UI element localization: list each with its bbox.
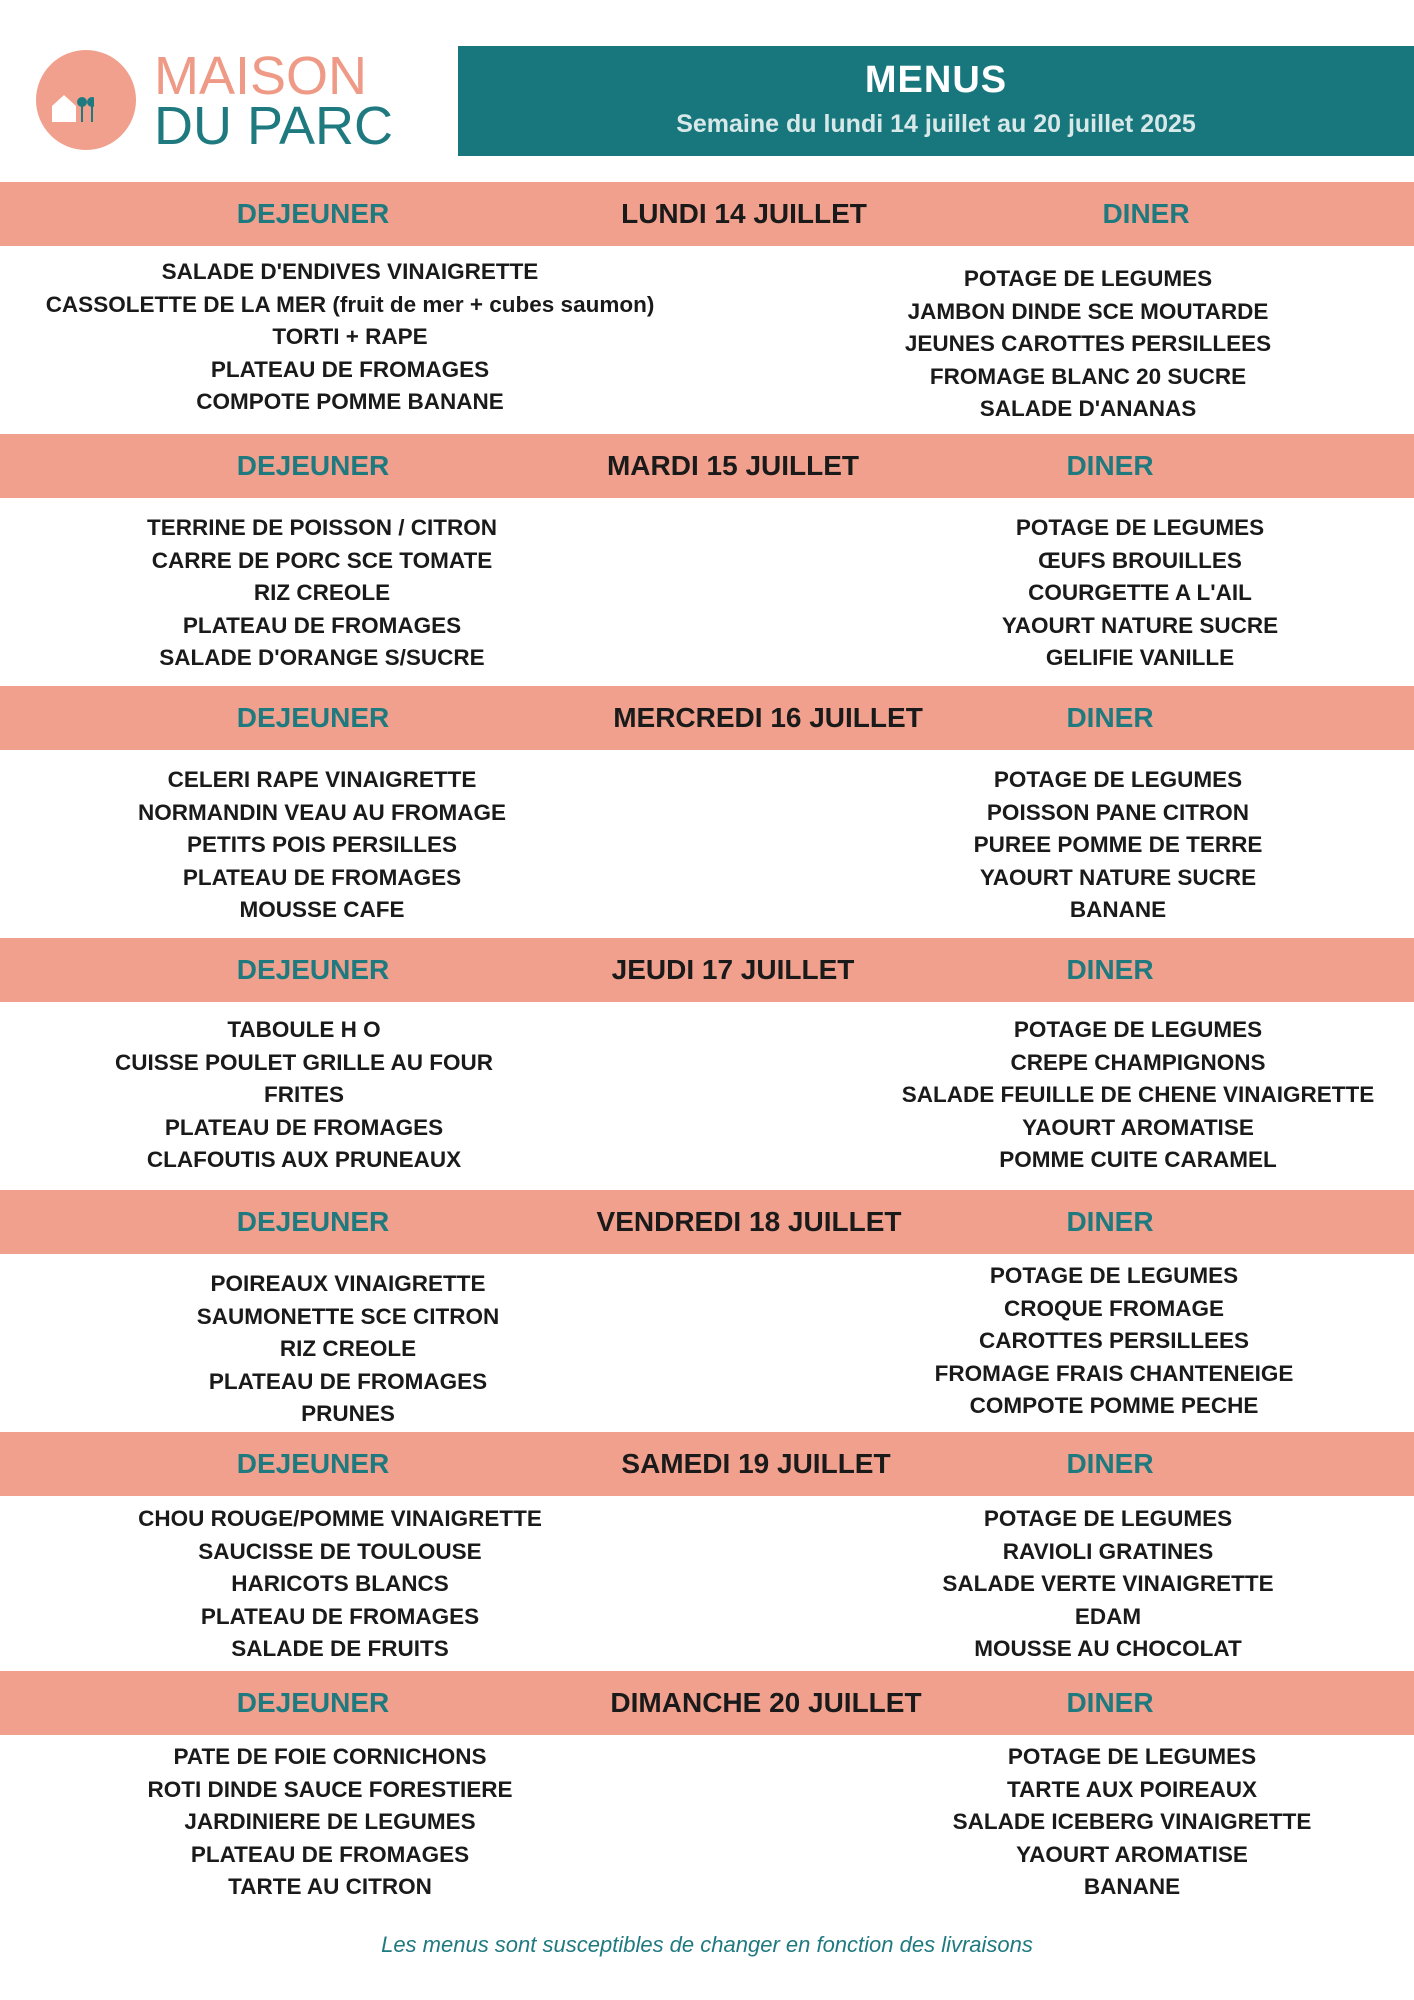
dinner-dish: CREPE CHAMPIGNONS bbox=[1010, 1049, 1266, 1075]
lunch-dish: COMPOTE POMME BANANE bbox=[196, 389, 504, 414]
day-name: JEUDI 17 JUILLET bbox=[611, 954, 855, 985]
lunch-dish: TERRINE DE POISSON / CITRON bbox=[146, 515, 498, 540]
lunch-dish: NORMANDIN VEAU AU FROMAGE bbox=[138, 799, 506, 825]
lunch-label: DEJEUNER bbox=[236, 450, 390, 481]
dinner-label: DINER bbox=[1066, 1687, 1154, 1718]
dinner-label: DINER bbox=[1066, 954, 1154, 985]
lunch-dish: SAUMONETTE SCE CITRON bbox=[196, 1303, 500, 1329]
lunch-dish: CELERI RAPE VINAIGRETTE bbox=[167, 767, 477, 792]
dinner-dish: PUREE POMME DE TERRE bbox=[973, 832, 1263, 857]
lunch-dish: MOUSSE CAFE bbox=[239, 897, 405, 922]
day-header-bar bbox=[0, 938, 1414, 1002]
lunch-menu bbox=[138, 764, 506, 927]
dinner-dish: GELIFIE VANILLE bbox=[1045, 645, 1235, 670]
day-header-bar bbox=[0, 434, 1414, 498]
day-header-bar bbox=[0, 182, 1414, 246]
dinner-dish: SALADE FEUILLE DE CHENE VINAIGRETTE bbox=[901, 1082, 1375, 1107]
dinner-dish: EDAM bbox=[1074, 1603, 1142, 1629]
dinner-dish: ŒUFS BROUILLES bbox=[1038, 547, 1242, 573]
lunch-dish: SALADE DE FRUITS bbox=[231, 1636, 449, 1661]
dinner-dish: RAVIOLI GRATINES bbox=[1002, 1538, 1214, 1564]
lunch-dish: FRITES bbox=[263, 1082, 344, 1107]
lunch-dish: PRUNES bbox=[301, 1401, 395, 1426]
day-name: LUNDI 14 JUILLET bbox=[621, 198, 867, 229]
dinner-dish: YAOURT NATURE SUCRE bbox=[1001, 612, 1279, 638]
lunch-dish: SAUCISSE DE TOULOUSE bbox=[198, 1538, 482, 1564]
dinner-dish: TARTE AUX POIREAUX bbox=[1006, 1776, 1258, 1802]
dinner-dish: YAOURT AROMATISE bbox=[1016, 1841, 1248, 1867]
day-header-bar bbox=[0, 1671, 1414, 1735]
dinner-dish: YAOURT NATURE SUCRE bbox=[979, 864, 1257, 890]
lunch-dish: POIREAUX VINAIGRETTE bbox=[210, 1271, 486, 1296]
dinner-dish: POTAGE DE LEGUMES bbox=[989, 1263, 1239, 1288]
lunch-dish: TABOULE H O bbox=[227, 1017, 381, 1042]
lunch-menu bbox=[147, 1741, 512, 1904]
house-trees-icon bbox=[50, 86, 94, 126]
dinner-menu bbox=[905, 263, 1271, 426]
lunch-dish: RIZ CREOLE bbox=[253, 580, 391, 605]
dinner-label: DINER bbox=[1066, 450, 1154, 481]
dinner-dish: FROMAGE FRAIS CHANTENEIGE bbox=[934, 1360, 1294, 1386]
lunch-dish: PATE DE FOIE CORNICHONS bbox=[173, 1744, 487, 1769]
dinner-dish: CAROTTES PERSILLEES bbox=[978, 1328, 1250, 1353]
lunch-dish: PLATEAU DE FROMAGES bbox=[182, 864, 462, 890]
dinner-dish: POTAGE DE LEGUMES bbox=[993, 767, 1243, 792]
footer-note: Les menus sont susceptibles de changer en fonction des livraisons bbox=[381, 1932, 1033, 1957]
day-name: MARDI 15 JUILLET bbox=[606, 450, 860, 481]
day-name: SAMEDI 19 JUILLET bbox=[621, 1448, 891, 1479]
dinner-menu bbox=[942, 1503, 1273, 1666]
lunch-label: DEJEUNER bbox=[236, 702, 390, 733]
dinner-dish: MOUSSE AU CHOCOLAT bbox=[974, 1636, 1242, 1661]
day-header-bar bbox=[0, 686, 1414, 750]
lunch-dish: CLAFOUTIS AUX PRUNEAUX bbox=[146, 1147, 462, 1172]
lunch-dish: JARDINIERE DE LEGUMES bbox=[184, 1809, 476, 1834]
dinner-dish: BANANE bbox=[1083, 1874, 1181, 1899]
day-name: VENDREDI 18 JUILLET bbox=[596, 1206, 902, 1237]
dinner-label: DINER bbox=[1066, 1206, 1154, 1237]
lunch-dish: PLATEAU DE FROMAGES bbox=[190, 1841, 470, 1867]
lunch-dish: PLATEAU DE FROMAGES bbox=[164, 1114, 444, 1140]
lunch-dish: CUISSE POULET GRILLE AU FOUR bbox=[115, 1049, 493, 1075]
lunch-dish: TORTI + RAPE bbox=[272, 324, 428, 349]
day-header-bar bbox=[0, 1432, 1414, 1496]
lunch-dish: TARTE AU CITRON bbox=[228, 1874, 432, 1899]
dinner-dish: FROMAGE BLANC 20 SUCRE bbox=[929, 363, 1247, 389]
dinner-label: DINER bbox=[1102, 198, 1190, 229]
lunch-dish: PLATEAU DE FROMAGES bbox=[200, 1603, 480, 1629]
lunch-label: DEJEUNER bbox=[236, 954, 390, 985]
dinner-label: DINER bbox=[1066, 702, 1154, 733]
dinner-dish: POTAGE DE LEGUMES bbox=[1007, 1744, 1257, 1769]
lunch-dish: CARRE DE PORC SCE TOMATE bbox=[151, 547, 493, 573]
lunch-menu bbox=[138, 1503, 542, 1666]
dinner-dish: JAMBON DINDE SCE MOUTARDE bbox=[907, 298, 1269, 324]
dinner-dish: SALADE VERTE VINAIGRETTE bbox=[942, 1571, 1274, 1596]
logo-text-maison: MAISON bbox=[154, 46, 368, 106]
dinner-dish: COMPOTE POMME PECHE bbox=[969, 1393, 1259, 1418]
day-name: MERCREDI 16 JUILLET bbox=[613, 702, 923, 733]
dinner-label: DINER bbox=[1066, 1448, 1154, 1479]
logo-circle bbox=[36, 50, 136, 150]
dinner-dish: JEUNES CAROTTES PERSILLEES bbox=[904, 331, 1272, 356]
dinner-menu bbox=[1002, 512, 1278, 675]
lunch-dish: PLATEAU DE FROMAGES bbox=[182, 612, 462, 638]
title-banner bbox=[458, 46, 1414, 156]
dinner-dish: COURGETTE A L'AIL bbox=[1028, 580, 1252, 605]
lunch-dish: SALADE D'ENDIVES VINAIGRETTE bbox=[161, 259, 539, 284]
lunch-dish: ROTI DINDE SAUCE FORESTIERE bbox=[147, 1776, 513, 1802]
lunch-menu bbox=[197, 1268, 500, 1431]
lunch-menu bbox=[147, 512, 497, 675]
lunch-dish: HARICOTS BLANCS bbox=[231, 1571, 449, 1596]
lunch-menu bbox=[46, 256, 655, 419]
dinner-dish: POTAGE DE LEGUMES bbox=[963, 266, 1213, 291]
dinner-dish: POTAGE DE LEGUMES bbox=[983, 1506, 1233, 1531]
lunch-dish: PLATEAU DE FROMAGES bbox=[210, 356, 490, 382]
dinner-menu bbox=[902, 1014, 1375, 1177]
lunch-dish: CHOU ROUGE/POMME VINAIGRETTE bbox=[138, 1506, 542, 1531]
lunch-dish: SALADE D'ORANGE S/SUCRE bbox=[159, 645, 485, 670]
dinner-dish: POMME CUITE CARAMEL bbox=[999, 1147, 1277, 1172]
week-subtitle: Semaine du lundi 14 juillet au 20 juillet 2025 bbox=[676, 110, 1196, 138]
logo-text-du-parc: DU PARC bbox=[154, 96, 394, 156]
lunch-label: DEJEUNER bbox=[236, 1448, 390, 1479]
lunch-label: DEJEUNER bbox=[236, 1687, 390, 1718]
lunch-dish: CASSOLETTE DE LA MER (fruit de mer + cubes saumon) bbox=[45, 291, 655, 317]
dinner-dish: POTAGE DE LEGUMES bbox=[1013, 1017, 1263, 1042]
day-name: DIMANCHE 20 JUILLET bbox=[610, 1687, 922, 1718]
lunch-dish: PETITS POIS PERSILLES bbox=[186, 832, 458, 857]
dinner-dish: YAOURT AROMATISE bbox=[1022, 1114, 1254, 1140]
lunch-label: DEJEUNER bbox=[236, 198, 390, 229]
day-header-bar bbox=[0, 1190, 1414, 1254]
dinner-menu bbox=[935, 1260, 1294, 1423]
dinner-dish: CROQUE FROMAGE bbox=[1003, 1295, 1225, 1321]
lunch-menu bbox=[115, 1014, 493, 1177]
dinner-dish: POTAGE DE LEGUMES bbox=[1015, 515, 1265, 540]
dinner-dish: BANANE bbox=[1069, 897, 1167, 922]
lunch-dish: PLATEAU DE FROMAGES bbox=[208, 1368, 488, 1394]
page-title: MENUS bbox=[864, 59, 1008, 101]
lunch-dish: RIZ CREOLE bbox=[279, 1336, 417, 1361]
lunch-label: DEJEUNER bbox=[236, 1206, 390, 1237]
dinner-dish: SALADE D'ANANAS bbox=[979, 396, 1197, 421]
dinner-menu bbox=[974, 764, 1263, 927]
maison-du-parc-logo bbox=[36, 48, 446, 158]
page-header bbox=[0, 0, 1414, 180]
dinner-dish: SALADE ICEBERG VINAIGRETTE bbox=[952, 1809, 1312, 1834]
dinner-menu bbox=[953, 1741, 1312, 1904]
dinner-dish: POISSON PANE CITRON bbox=[986, 799, 1250, 825]
